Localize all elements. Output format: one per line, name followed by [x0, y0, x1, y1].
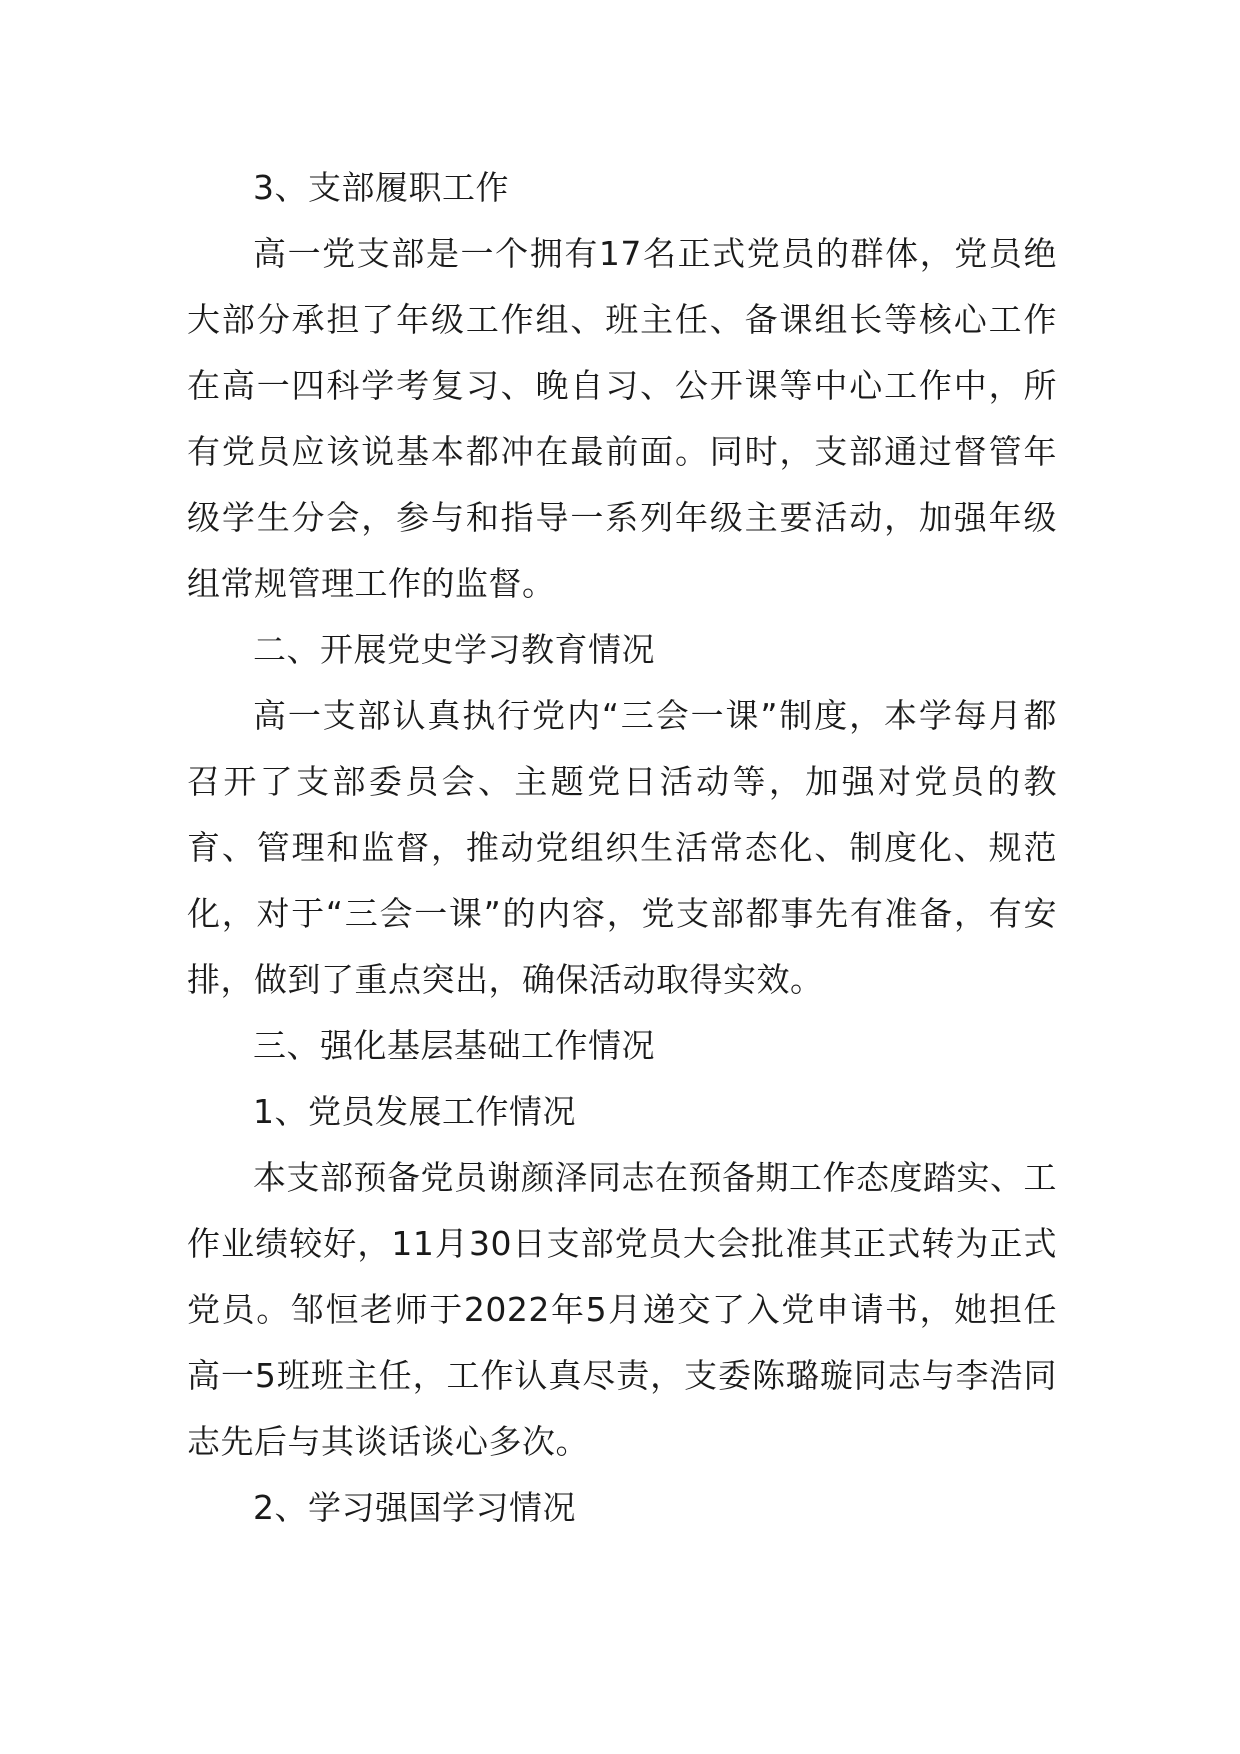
- section-heading-1-member-development: 1、党员发展工作情况: [253, 1092, 576, 1131]
- section-heading-2-xuexi-qiangguo: 2、学习强国学习情况: [253, 1488, 576, 1527]
- section-heading-party-history-education: 二、开展党史学习教育情况: [253, 630, 655, 669]
- paragraph-three-meetings-one-lesson: 高一支部认真执行党内“三会一课”制度，本学每月都召开了支部委员会、主题党日活动等，加强对党员的教育、管理和监督，推动党组织生活常态化、制度化、规范化，对于“三会一课”的内容，党支部都事先有准备，有安排，做到了重点突出，确保活动取得实效。: [187, 696, 1057, 999]
- section-heading-grassroots-work: 三、强化基层基础工作情况: [253, 1026, 655, 1065]
- paragraph-branch-duties: 高一党支部是一个拥有17名正式党员的群体，党员绝大部分承担了年级工作组、班主任、备课组长等核心工作在高一四科学考复习、晚自习、公开课等中心工作中，所有党员应该说基本都冲在最前面。同时，支部通过督管年级学生分会，参与和指导一系列年级主要活动，加强年级组常规管理工作的监督。: [187, 234, 1057, 603]
- document-page: [187, 155, 1057, 1541]
- section-heading-3-branch-duties: 3、支部履职工作: [253, 168, 509, 207]
- paragraph-member-development: 本支部预备党员谢颜泽同志在预备期工作态度踏实、工作业绩较好，11月30日支部党员大会批准其正式转为正式党员。邹恒老师于2022年5月递交了入党申请书，她担任高一5班班主任，工作认真尽责，支委陈璐璇同志与李浩同志先后与其谈话谈心多次。: [187, 1158, 1057, 1461]
